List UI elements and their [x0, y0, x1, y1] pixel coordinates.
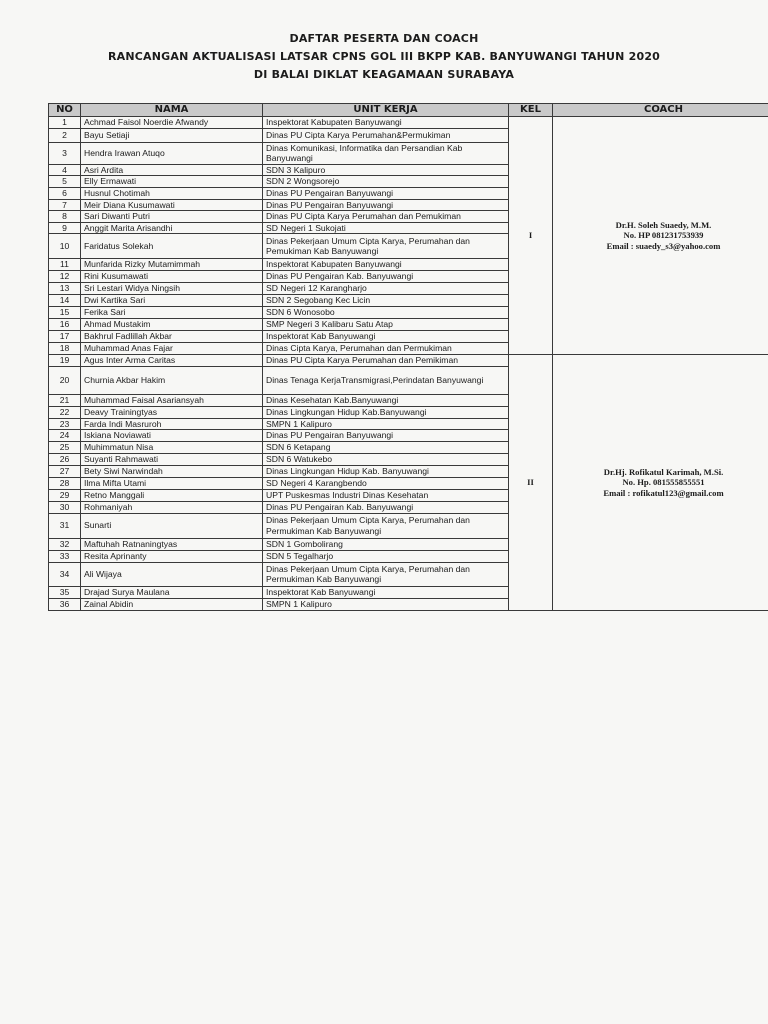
cell-nama: Resita Aprinanty — [81, 550, 263, 562]
cell-unit-kerja: Dinas PU Pengairan Banyuwangi — [263, 188, 509, 200]
cell-nama: Sari Diwanti Putri — [81, 211, 263, 223]
cell-unit-kerja: Dinas PU Cipta Karya Perumahan dan Pemukiman — [263, 211, 509, 223]
cell-no: 15 — [49, 307, 81, 319]
cell-nama: Agus Inter Arma Caritas — [81, 355, 263, 367]
coach-email: Email : rofikatul123@gmail.com — [603, 487, 724, 498]
coach-phone: No. Hp. 081555855551 — [622, 477, 705, 487]
cell-nama: Ahmad Mustakim — [81, 319, 263, 331]
cell-no: 17 — [49, 331, 81, 343]
cell-no: 30 — [49, 501, 81, 513]
cell-no: 6 — [49, 188, 81, 200]
coach-name: Dr.Hj. Rofikatul Karimah, M.Si. — [603, 466, 724, 477]
cell-unit-kerja: SDN 2 Wongsorejo — [263, 176, 509, 188]
table-body — [49, 117, 768, 611]
cell-nama: Bayu Setiaji — [81, 128, 263, 142]
cell-nama: Meir Diana Kusumawati — [81, 199, 263, 211]
cell-unit-kerja: SD Negeri 1 Sukojati — [263, 222, 509, 234]
cell-no: 18 — [49, 343, 81, 355]
cell-nama: Hendra Irawan Atuqo — [81, 142, 263, 164]
cell-unit-kerja: Inspektorat Kabupaten Banyuwangi — [263, 117, 509, 129]
cell-unit-kerja: Dinas Lingkungan Hidup Kab. Banyuwangi — [263, 466, 509, 478]
cell-unit-kerja: SD Negeri 12 Karangharjo — [263, 283, 509, 295]
cell-no: 35 — [49, 586, 81, 598]
title-line-1: DAFTAR PESERTA DAN COACH — [289, 32, 479, 45]
cell-nama: Dwi Kartika Sari — [81, 295, 263, 307]
cell-no: 10 — [49, 234, 81, 259]
cell-nama: Rini Kusumawati — [81, 271, 263, 283]
table-header-row — [49, 104, 768, 117]
cell-nama: Sunarti — [81, 513, 263, 538]
cell-no: 23 — [49, 418, 81, 430]
cell-kel: II — [509, 355, 553, 611]
cell-unit-kerja: Dinas Kesehatan Kab.Banyuwangi — [263, 394, 509, 406]
cell-nama: Iskiana Noviawati — [81, 430, 263, 442]
title-line-3: DI BALAI DIKLAT KEAGAMAAN SURABAYA — [253, 68, 515, 81]
cell-nama: Drajad Surya Maulana — [81, 586, 263, 598]
cell-unit-kerja: Dinas PU Cipta Karya Perumahan dan Pemikiman — [263, 355, 509, 367]
cell-no: 22 — [49, 406, 81, 418]
cell-unit-kerja: Dinas Pekerjaan Umum Cipta Karya, Perumahan dan Pemukiman Kab Banyuwangi — [263, 234, 509, 259]
cell-unit-kerja: Dinas PU Pengairan Kab. Banyuwangi — [263, 271, 509, 283]
cell-no: 1 — [49, 117, 81, 129]
cell-no: 36 — [49, 598, 81, 610]
cell-unit-kerja: SMP Negeri 3 Kalibaru Satu Atap — [263, 319, 509, 331]
cell-nama: Ferika Sari — [81, 307, 263, 319]
column-header-coach: COACH — [553, 104, 768, 117]
cell-unit-kerja: Dinas PU Cipta Karya Perumahan&Permukiman — [263, 128, 509, 142]
title-line-2: RANCANGAN AKTUALISASI LATSAR CPNS GOL III BKPP KAB. BANYUWANGI TAHUN 2020 — [107, 50, 661, 63]
cell-unit-kerja: Dinas Tenaga KerjaTransmigrasi,Perindatan Banyuwangi — [263, 366, 509, 394]
cell-nama: Husnul Chotimah — [81, 188, 263, 200]
column-header-kel: KEL — [509, 104, 553, 117]
cell-nama: Asri Ardita — [81, 164, 263, 176]
cell-unit-kerja: SDN 3 Kalipuro — [263, 164, 509, 176]
cell-kel: I — [509, 117, 553, 355]
cell-no: 28 — [49, 477, 81, 489]
cell-no: 26 — [49, 454, 81, 466]
cell-no: 2 — [49, 128, 81, 142]
cell-no: 24 — [49, 430, 81, 442]
cell-no: 12 — [49, 271, 81, 283]
coach-name: Dr.H. Soleh Suaedy, M.M. — [615, 219, 712, 230]
cell-nama: Bakhrul Fadlillah Akbar — [81, 331, 263, 343]
cell-nama: Farda Indi Masruroh — [81, 418, 263, 430]
cell-nama: Bety Siwi Narwindah — [81, 466, 263, 478]
cell-unit-kerja: Dinas Cipta Karya, Perumahan dan Permukiman — [263, 343, 509, 355]
cell-nama: Elly Ermawati — [81, 176, 263, 188]
cell-nama: Faridatus Solekah — [81, 234, 263, 259]
coach-phone: No. HP 081231753939 — [623, 230, 704, 241]
cell-unit-kerja: SDN 6 Ketapang — [263, 442, 509, 454]
cell-unit-kerja: Dinas PU Pengairan Kab. Banyuwangi — [263, 501, 509, 513]
cell-unit-kerja: SDN 6 Watukebo — [263, 454, 509, 466]
cell-unit-kerja: SDN 6 Wonosobo — [263, 307, 509, 319]
cell-nama: Munfarida Rizky Mutamimmah — [81, 259, 263, 271]
cell-nama: Anggit Marita Arisandhi — [81, 222, 263, 234]
column-header-unit-kerja: UNIT KERJA — [263, 104, 509, 117]
coach-email: Email : suaedy_s3@yahoo.com — [606, 240, 721, 251]
cell-unit-kerja: SMPN 1 Kalipuro — [263, 598, 509, 610]
cell-no: 20 — [49, 366, 81, 394]
cell-coach — [553, 355, 768, 611]
cell-no: 16 — [49, 319, 81, 331]
cell-nama: Ilma Mifta Utami — [81, 477, 263, 489]
cell-nama: Churnia Akbar Hakim — [81, 366, 263, 394]
cell-unit-kerja: Inspektorat Kabupaten Banyuwangi — [263, 259, 509, 271]
cell-no: 5 — [49, 176, 81, 188]
cell-nama: Muhammad Anas Fajar — [81, 343, 263, 355]
cell-nama: Maftuhah Ratnaningtyas — [81, 538, 263, 550]
cell-no: 9 — [49, 222, 81, 234]
cell-nama: Suyanti Rahmawati — [81, 454, 263, 466]
cell-unit-kerja: Dinas Komunikasi, Informatika dan Persandian Kab Banyuwangi — [263, 142, 509, 164]
cell-nama: Muhammad Faisal Asariansyah — [81, 394, 263, 406]
cell-unit-kerja: Inspektorat Kab Banyuwangi — [263, 586, 509, 598]
cell-nama: Zainal Abidin — [81, 598, 263, 610]
table-row — [49, 355, 768, 367]
cell-no: 8 — [49, 211, 81, 223]
cell-nama: Rohmaniyah — [81, 501, 263, 513]
cell-nama: Sri Lestari Widya Ningsih — [81, 283, 263, 295]
cell-no: 21 — [49, 394, 81, 406]
cell-nama: Deavy Trainingtyas — [81, 406, 263, 418]
cell-unit-kerja: UPT Puskesmas Industri Dinas Kesehatan — [263, 489, 509, 501]
cell-unit-kerja: SDN 1 Gombolirang — [263, 538, 509, 550]
cell-no: 34 — [49, 562, 81, 586]
cell-unit-kerja: Dinas PU Pengairan Banyuwangi — [263, 430, 509, 442]
cell-unit-kerja: Dinas Pekerjaan Umum Cipta Karya, Perumahan dan Permukiman Kab Banyuwangi — [263, 513, 509, 538]
cell-unit-kerja: SDN 2 Segobang Kec Licin — [263, 295, 509, 307]
cell-no: 31 — [49, 513, 81, 538]
cell-no: 25 — [49, 442, 81, 454]
column-header-nama: NAMA — [81, 104, 263, 117]
cell-no: 7 — [49, 199, 81, 211]
cell-no: 11 — [49, 259, 81, 271]
cell-no: 29 — [49, 489, 81, 501]
column-header-no: NO — [49, 104, 81, 117]
cell-no: 32 — [49, 538, 81, 550]
cell-unit-kerja: SDN 5 Tegalharjo — [263, 550, 509, 562]
participant-table — [48, 103, 768, 611]
cell-no: 13 — [49, 283, 81, 295]
cell-unit-kerja: Dinas Lingkungan Hidup Kab.Banyuwangi — [263, 406, 509, 418]
cell-unit-kerja: Inspektorat Kab Banyuwangi — [263, 331, 509, 343]
cell-no: 27 — [49, 466, 81, 478]
cell-no: 3 — [49, 142, 81, 164]
cell-no: 14 — [49, 295, 81, 307]
cell-nama: Achmad Faisol Noerdie Afwandy — [81, 117, 263, 129]
cell-coach — [553, 117, 768, 355]
cell-unit-kerja: Dinas Pekerjaan Umum Cipta Karya, Perumahan dan Permukiman Kab Banyuwangi — [263, 562, 509, 586]
cell-unit-kerja: SD Negeri 4 Karangbendo — [263, 477, 509, 489]
cell-no: 19 — [49, 355, 81, 367]
cell-unit-kerja: SMPN 1 Kalipuro — [263, 418, 509, 430]
cell-nama: Muhimmatun Nisa — [81, 442, 263, 454]
cell-unit-kerja: Dinas PU Pengairan Banyuwangi — [263, 199, 509, 211]
table-row — [49, 117, 768, 129]
cell-nama: Ali Wijaya — [81, 562, 263, 586]
cell-no: 4 — [49, 164, 81, 176]
cell-nama: Retno Manggali — [81, 489, 263, 501]
cell-no: 33 — [49, 550, 81, 562]
